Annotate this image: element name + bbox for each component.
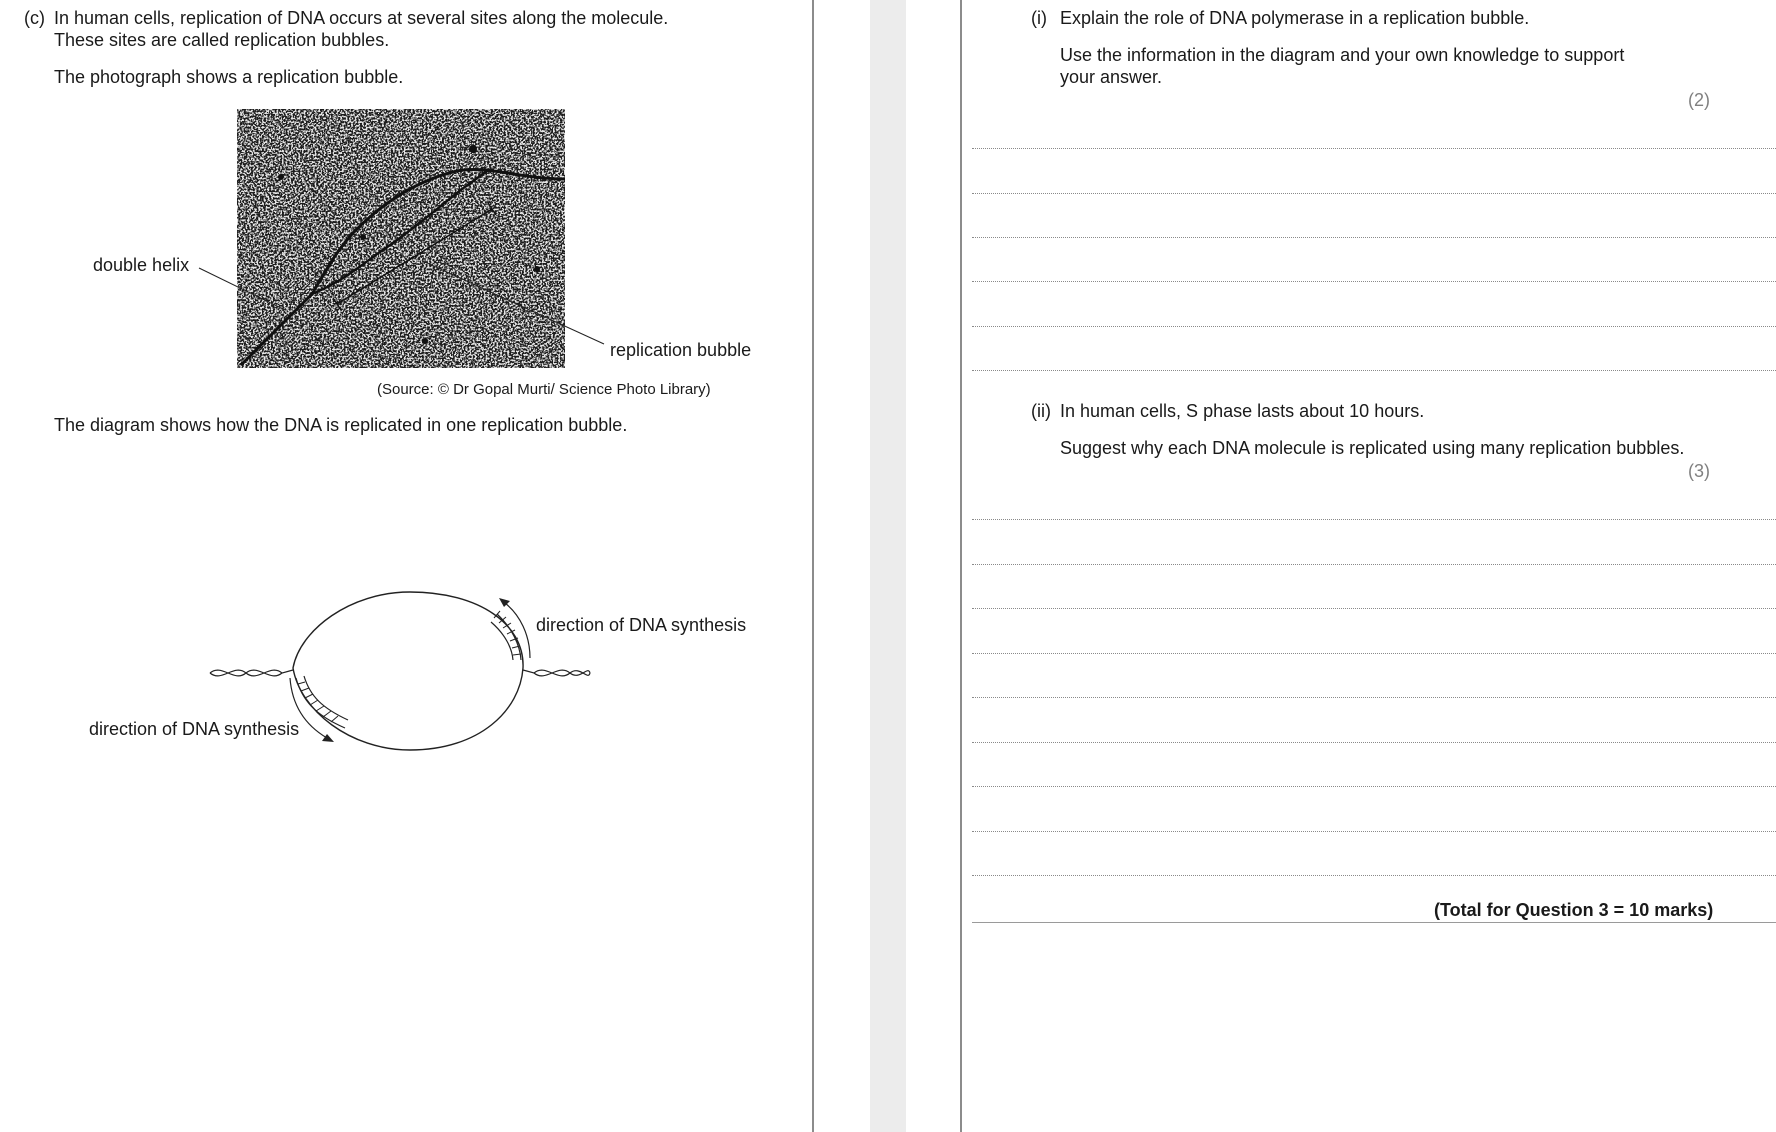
q1-number: (i) [1031, 8, 1047, 28]
replication-bubble-diagram [0, 570, 812, 830]
answer-line[interactable] [972, 786, 1776, 787]
answer-line[interactable] [972, 653, 1776, 654]
answer-line[interactable] [972, 519, 1776, 520]
q2-marks: (3) [1688, 461, 1710, 481]
label-synthesis-bottom: direction of DNA synthesis [89, 719, 300, 739]
diagram-caption: The diagram shows how the DNA is replicated in one replication bubble. [54, 415, 628, 435]
intro-line-2: These sites are called replication bubbles. [54, 30, 390, 50]
answer-line[interactable] [972, 564, 1776, 565]
q1-line-3: your answer. [1060, 67, 1163, 87]
right-page [962, 0, 1776, 1132]
q2-line-1: In human cells, S phase lasts about 10 hours. [1060, 401, 1425, 421]
answer-line[interactable] [972, 875, 1776, 876]
label-synthesis-top: direction of DNA synthesis [536, 615, 747, 635]
gutter-strip [870, 0, 906, 1132]
answer-line[interactable] [972, 831, 1776, 832]
answer-line[interactable] [972, 326, 1776, 327]
answer-line[interactable] [972, 193, 1776, 194]
q1-line-1: Explain the role of DNA polymerase in a replication bubble. [1060, 8, 1530, 28]
label-double-helix: double helix [93, 255, 190, 275]
q1-marks: (2) [1688, 90, 1710, 110]
intro-line-1: In human cells, replication of DNA occurs at several sites along the molecule. [54, 8, 669, 28]
answer-line[interactable] [972, 370, 1776, 371]
total-marks: (Total for Question 3 = 10 marks) [1434, 900, 1714, 920]
photo-source: (Source: © Dr Gopal Murti/ Science Photo Library) [377, 381, 711, 398]
q1-line-2: Use the information in the diagram and your own knowledge to support [1060, 45, 1625, 65]
answer-line[interactable] [972, 281, 1776, 282]
answer-line[interactable] [972, 697, 1776, 698]
answer-line[interactable] [972, 148, 1776, 149]
answer-line[interactable] [972, 742, 1776, 743]
q2-line-2: Suggest why each DNA molecule is replicated using many replication bubbles. [1060, 438, 1685, 458]
answer-line[interactable] [972, 237, 1776, 238]
answer-line[interactable] [972, 608, 1776, 609]
total-divider [972, 922, 1776, 923]
page-divider-left [812, 0, 814, 1132]
left-page [0, 0, 812, 1132]
photo-caption: The photograph shows a replication bubble. [54, 67, 404, 87]
q2-number: (ii) [1031, 401, 1051, 421]
label-replication-bubble: replication bubble [610, 340, 752, 360]
part-label: (c) [24, 8, 45, 28]
